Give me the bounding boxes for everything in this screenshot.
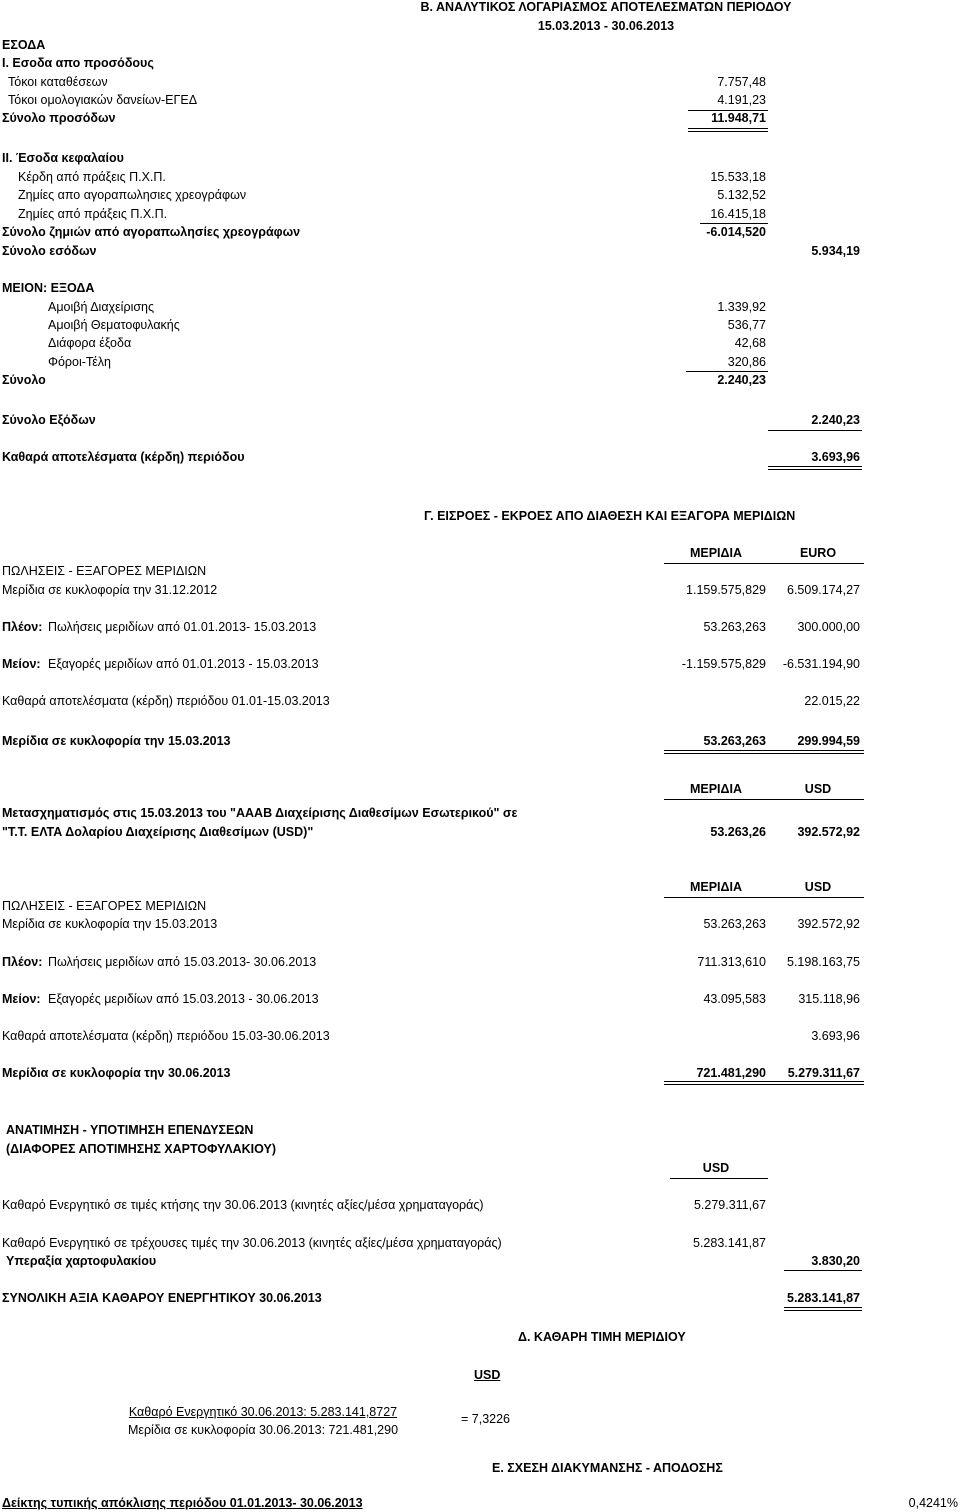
double-rule: [664, 750, 864, 754]
volatility-index-value: 0,4241%: [908, 1496, 958, 1510]
rule: [664, 897, 864, 898]
nav-numerator: Καθαρό Ενεργητικό 30.06.2013: 5.283.141,8727: [128, 1405, 398, 1419]
usd-minus-units: 43.095,583: [703, 992, 766, 1006]
conversion-line2: "Τ.Τ. ΕΛΤΑ Δολαρίου Διαχείρισης Διαθεσίμων (USD)": [2, 825, 314, 839]
sales-heading: ΠΩΛΗΣΕΙΣ - ΕΞΑΓΟΡΕΣ ΜΕΡΙΔΙΩΝ: [2, 564, 207, 578]
col-units-header: ΜΕΡΙΔΙΑ: [689, 546, 743, 560]
nav-currency: USD: [474, 1368, 501, 1382]
usd-closing-label: Μερίδια σε κυκλοφορία την 30.06.2013: [2, 1066, 231, 1080]
total-nav-label: ΣΥΝΟΛΙΚΗ ΑΞΙΑ ΚΑΘΑΡΟΥ ΕΝΕΡΓΗΤΙΚΟΥ 30.06.2013: [2, 1291, 322, 1305]
usd-net-value: 3.693,96: [811, 1029, 860, 1043]
loss-total-value: -6.014,520: [706, 225, 766, 239]
usd-minus-prefix: Μείον:: [2, 992, 41, 1006]
section-e-title: Ε. ΣΧΕΣΗ ΔΙΑΚΥΜΑΝΣΗΣ - ΑΠΟΔΟΣΗΣ: [492, 1461, 723, 1475]
double-rule: [784, 1307, 862, 1311]
usd-plus-units: 711.313,610: [697, 955, 766, 969]
volatility-index-label: Δείκτης τυπικής απόκλισης περιόδου 01.01.2013- 30.06.2013: [2, 1496, 363, 1510]
valuation-title-2: (ΔΙΑΦΟΡΕΣ ΑΠΟΤΙΜΗΣΗΣ ΧΑΡΤΟΦΥΛΑΚΙΟΥ): [6, 1142, 276, 1156]
nav-result: = 7,3226: [461, 1412, 511, 1426]
eur-net-label: Καθαρά αποτελέσματα (κέρδη) περιόδου 01.01-15.03.2013: [2, 694, 330, 708]
expense-heading: ΜΕΙΟΝ: ΕΞΟΔΑ: [2, 281, 95, 295]
trade-losses-label: Ζημίες από πράξεις Π.Χ.Π.: [18, 207, 168, 221]
misc-expenses-label: Διάφορα έξοδα: [48, 336, 132, 350]
bond-interest-label: Τόκοι ομολογιακών δανείων-ΕΓΕΔ: [8, 93, 198, 107]
usd-opening-units: 53.263,263: [703, 917, 766, 931]
taxes-value: 320,86: [727, 355, 766, 369]
rule: [670, 1178, 768, 1179]
current-value: 5.283.141,87: [693, 1236, 766, 1250]
eur-plus-label: Πωλήσεις μεριδίων από 01.01.2013- 15.03.2013: [48, 620, 317, 634]
misc-expenses-value: 42,68: [734, 336, 766, 350]
usd-minus-label: Εξαγορές μεριδίων από 15.03.2013 - 30.06.2013: [48, 992, 319, 1006]
valuation-currency: USD: [702, 1161, 730, 1175]
cost-value: 5.279.311,67: [693, 1198, 766, 1212]
eur-minus-value: -6.531.194,90: [782, 657, 860, 671]
income-heading: ΕΣΟΔΑ: [2, 38, 46, 52]
eur-closing-label: Μερίδια σε κυκλοφορία την 15.03.2013: [2, 734, 231, 748]
rule: [784, 1270, 862, 1271]
income-total-value: 5.934,19: [811, 244, 860, 258]
bond-interest-value: 4.191,23: [717, 93, 766, 107]
current-value-label: Καθαρό Ενεργητικό σε τρέχουσες τιμές την 30.06.2013 (κινητές αξίες/μέσα χρηματαγοράς): [2, 1236, 502, 1250]
mgmt-fee-value: 1.339,92: [717, 300, 766, 314]
col-usd-header: USD: [804, 880, 832, 894]
revenue-total-label: Σύνολο προσόδων: [2, 111, 116, 125]
sale-losses-label: Ζημίες απο αγοραπωλησιες χρεογράφων: [18, 188, 247, 202]
eur-minus-label: Εξαγορές μεριδίων από 01.01.2013 - 15.03.2013: [48, 657, 319, 671]
col-units-header: ΜΕΡΙΔΙΑ: [689, 782, 743, 796]
gains-value: 15.533,18: [710, 170, 766, 184]
custody-fee-value: 536,77: [727, 318, 766, 332]
taxes-label: Φόροι-Τέλη: [48, 355, 111, 369]
report-title: Β. ΑΝΑΛΥΤΙΚΟΣ ΛΟΓΑΡΙΑΣΜΟΣ ΑΠΟΤΕΛΕΣΜΑΤΩΝ ΠΕΡΙΟΔΟΥ: [420, 0, 792, 14]
eur-closing-units: 53.263,263: [703, 734, 766, 748]
usd-plus-label: Πωλήσεις μεριδίων από 15.03.2013- 30.06.2013: [48, 955, 317, 969]
col-units-header: ΜΕΡΙΔΙΑ: [689, 880, 743, 894]
net-result-label: Καθαρά αποτελέσματα (κέρδη) περιόδου: [2, 450, 245, 464]
expense-subtotal-label: Σύνολο: [2, 373, 46, 387]
mgmt-fee-label: Αμοιβή Διαχείρισης: [48, 300, 155, 314]
eur-opening-units: 1.159.575,829: [686, 583, 766, 597]
rule: [686, 371, 768, 372]
total-nav-value: 5.283.141,87: [787, 1291, 860, 1305]
rule: [700, 223, 768, 224]
section-d-title: Δ. ΚΑΘΑΡΗ ΤΙΜΗ ΜΕΡΙΔΙΟΥ: [518, 1330, 686, 1344]
usd-net-label: Καθαρά αποτελέσματα (κέρδη) περιόδου 15.03-30.06.2013: [2, 1029, 330, 1043]
eur-minus-prefix: Μείον:: [2, 657, 41, 671]
usd-plus-prefix: Πλέον:: [2, 955, 43, 969]
surplus-label: Υπεραξία χαρτοφυλακίου: [6, 1254, 157, 1268]
usd-opening-value: 392.572,92: [797, 917, 860, 931]
rule: [768, 430, 862, 431]
usd-opening-label: Μερίδια σε κυκλοφορία την 15.03.2013: [2, 917, 218, 931]
eur-opening-label: Μερίδια σε κυκλοφορία την 31.12.2012: [2, 583, 218, 597]
trade-losses-value: 16.415,18: [710, 207, 766, 221]
section-c-title: Γ. ΕΙΣΡΟΕΣ - ΕΚΡΟΕΣ ΑΠΟ ΔΙΑΘΕΣΗ ΚΑΙ ΕΞΑΓΟΡΑ ΜΕΡΙΔΙΩΝ: [424, 509, 796, 523]
eur-opening-value: 6.509.174,27: [787, 583, 860, 597]
col-usd-header: USD: [804, 782, 832, 796]
custody-fee-label: Αμοιβή Θεματοφυλακής: [48, 318, 180, 332]
usd-sales-heading: ΠΩΛΗΣΕΙΣ - ΕΞΑΓΟΡΕΣ ΜΕΡΙΔΙΩΝ: [2, 899, 207, 913]
gains-label: Κέρδη από πράξεις Π.Χ.Π.: [18, 170, 166, 184]
expense-subtotal-value: 2.240,23: [717, 373, 766, 387]
conversion-units: 53.263,26: [710, 825, 766, 839]
conversion-value: 392.572,92: [797, 825, 860, 839]
deposit-interest-value: 7.757,48: [717, 75, 766, 89]
nav-denominator: Μερίδια σε κυκλοφορία 30.06.2013: 721.481,290: [127, 1423, 399, 1437]
double-rule: [664, 1081, 864, 1085]
cost-value-label: Καθαρό Ενεργητικό σε τιμές κτήσης την 30.06.2013 (κινητές αξίες/μέσα χρηματαγοράς): [2, 1198, 484, 1212]
sale-losses-value: 5.132,52: [717, 188, 766, 202]
report-period: 15.03.2013 - 30.06.2013: [537, 19, 675, 33]
loss-total-label: Σύνολο ζημιών από αγοραπωλησίες χρεογράφων: [2, 225, 301, 239]
revenue-heading: I. Εσοδα απο προσόδους: [2, 56, 154, 70]
capital-income-heading: II. Έσοδα κεφαλαίου: [2, 151, 124, 165]
eur-plus-value: 300.000,00: [797, 620, 860, 634]
revenue-total-value: 11.948,71: [711, 111, 766, 125]
double-rule: [768, 466, 862, 470]
deposit-interest-label: Τόκοι καταθέσεων: [8, 75, 108, 89]
col-euro-header: EURO: [799, 546, 837, 560]
surplus-value: 3.830,20: [811, 1254, 860, 1268]
double-rule: [688, 128, 768, 132]
usd-closing-units: 721.481,290: [696, 1066, 766, 1080]
conversion-line1: Μετασχηματισμός στις 15.03.2013 του "ΑΑΑΒ Διαχείρισης Διαθεσίμων Εσωτερικού" σε: [2, 806, 518, 820]
rule: [664, 799, 864, 800]
expense-total-value: 2.240,23: [811, 413, 860, 427]
usd-minus-value: 315.118,96: [798, 992, 860, 1006]
eur-net-value: 22.015,22: [804, 694, 860, 708]
eur-plus-prefix: Πλέον:: [2, 620, 43, 634]
usd-plus-value: 5.198.163,75: [787, 955, 860, 969]
income-total-label: Σύνολο εσόδων: [2, 244, 97, 258]
usd-closing-value: 5.279.311,67: [787, 1066, 860, 1080]
eur-minus-units: -1.159.575,829: [681, 657, 766, 671]
net-result-value: 3.693,96: [811, 450, 860, 464]
rule: [664, 563, 864, 564]
valuation-title-1: ΑΝΑΤΙΜΗΣΗ - ΥΠΟΤΙΜΗΣΗ ΕΠΕΝΔΥΣΕΩΝ: [6, 1123, 254, 1137]
eur-closing-value: 299.994,59: [797, 734, 860, 748]
eur-plus-units: 53.263,263: [703, 620, 766, 634]
expense-total-label: Σύνολο Εξόδων: [2, 413, 96, 427]
